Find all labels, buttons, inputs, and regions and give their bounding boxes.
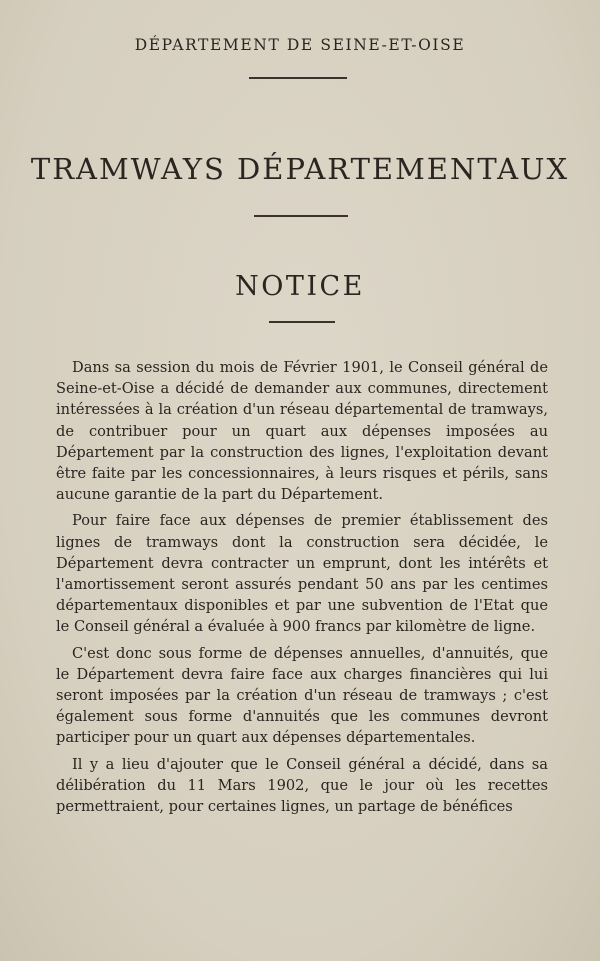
divider-rule [249,77,347,79]
department-heading: DÉPARTEMENT DE SEINE-ET-OISE [134,36,466,54]
paragraph: Il y a lieu d'ajouter que le Conseil général a décidé, dans sa délibération du 11 Mars 1902, que le jour où les recettes permettraient, pour certaines lignes, un partage de bénéfices [56,755,548,816]
divider-rule [269,321,335,323]
paragraph: C'est donc sous forme de dépenses annuelles, d'annuités, que le Département devra faire face aux charges financières qui lui seront imposées par la création d'un réseau de tramways ; c'est également sous forme d'annuités que les communes devront participer pour un quart aux dépenses départementales. [56,644,548,747]
divider-rule [254,215,348,217]
paragraph: Pour faire face aux dépenses de premier établissement des lignes de tramways dont la construction sera décidée, le Département devra contracter un emprunt, dont les intérêts et l'amortissement seront assurés pendant 50 ans par les centimes départementaux disponibles et par une subvention de l'Etat que le Conseil général a évaluée à 900 francs par kilomètre de ligne. [56,512,548,636]
document-title: TRAMWAYS DÉPARTEMENTAUX [30,152,570,186]
section-heading: NOTICE [235,271,365,302]
body-text [56,357,548,817]
paragraph: Dans sa session du mois de Février 1901, le Conseil général de Seine-et-Oise a décidé de demander aux communes, directement intéressées à la création d'un réseau départemental de tramways, de contribuer pour un quart aux dépenses imposées au Département par la construction des lignes, l'exploitation devant être faite par les concessionnaires, à leurs risques et périls, sans aucune garantie de la part du Département. [56,359,548,504]
